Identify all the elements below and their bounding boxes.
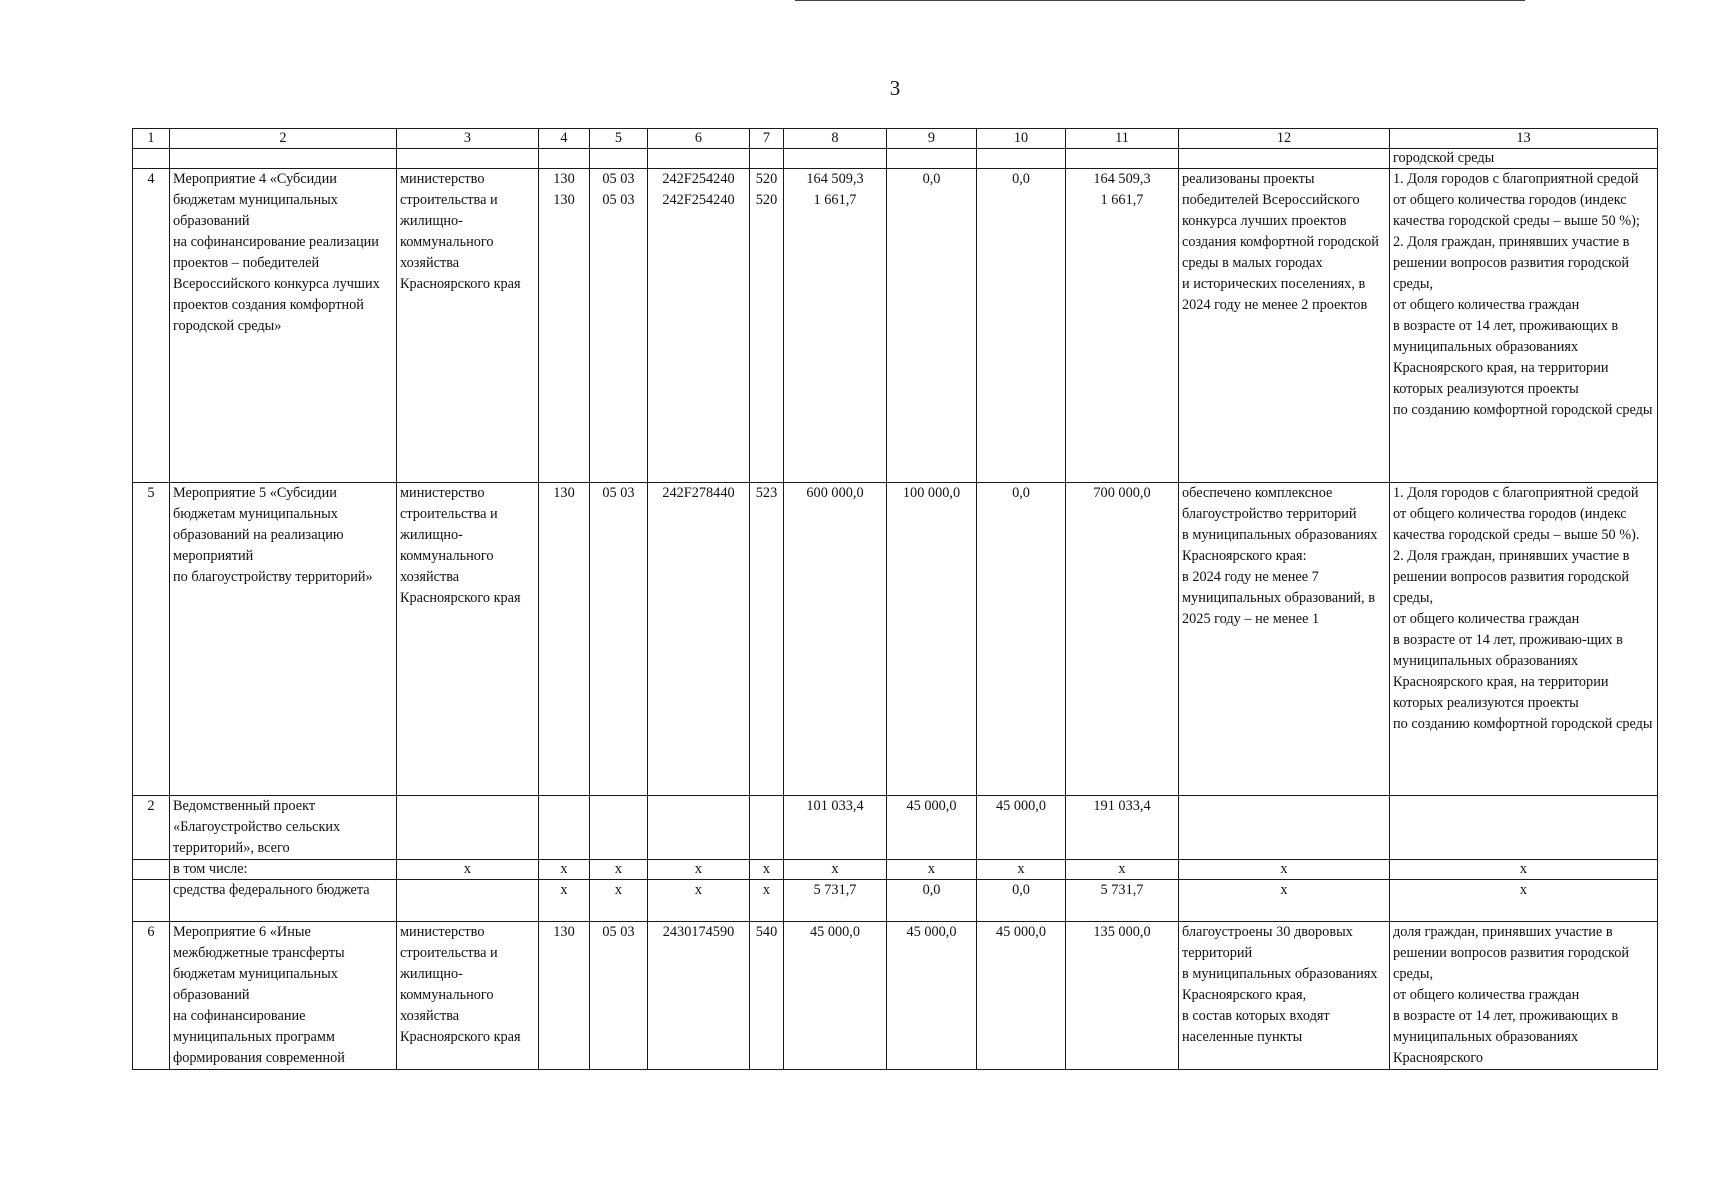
amount-year-1: 164 509,3 <box>806 171 864 187</box>
column-header: 12 <box>1179 129 1390 149</box>
x-mark: x <box>539 860 590 880</box>
column-header: 11 <box>1066 129 1179 149</box>
target-code: 2430174590 <box>648 922 750 1070</box>
expense-type: 523 <box>750 483 784 796</box>
row-number: 4 <box>133 169 170 483</box>
column-header: 2 <box>170 129 397 149</box>
amount-total: 700 000,0 <box>1066 483 1179 796</box>
section-code: 05 03 <box>590 483 648 796</box>
activity-name: Мероприятие 5 «Субсидии бюджетам муниципальных образований на реализацию мероприятий по благоустройству территорий» <box>170 483 397 796</box>
x-mark: x <box>1179 860 1390 880</box>
amount-year-3: 0,0 <box>977 169 1066 483</box>
amount-year-2: 45 000,0 <box>887 796 977 860</box>
responsible-agency: министерство строительства и жилищно-коммунального хозяйства Красноярского края <box>397 169 539 483</box>
grbs-code: 130 <box>553 171 575 187</box>
continuation-row <box>133 149 1658 169</box>
amount-year-2: 0,0 <box>887 880 977 922</box>
x-mark: x <box>648 860 750 880</box>
target-code: 242F278440 <box>648 483 750 796</box>
amount-year-1: 600 000,0 <box>784 483 887 796</box>
target-code: 242F254240 <box>662 171 735 187</box>
amount-total-cell <box>1066 169 1179 483</box>
x-mark: x <box>539 880 590 922</box>
expected-result: обеспечено комплексное благоустройство территорий в муниципальных образованиях Красноярского края: в 2024 году не менее 7 муниципальных образований, в 2025 году – не менее 1 <box>1179 483 1390 796</box>
activity-name: в том числе: <box>170 860 397 880</box>
amount-total: 5 731,7 <box>1066 880 1179 922</box>
page-number: 3 <box>889 76 901 100</box>
expected-result: реализованы проекты победителей Всероссийского конкурса лучших проектов создания комфортной городской среды в малых городах и исторических поселениях, в 2024 году не менее 2 проектов <box>1179 169 1390 483</box>
column-header: 7 <box>750 129 784 149</box>
expense-type-cell <box>750 169 784 483</box>
section-code-cell <box>590 169 648 483</box>
program-activities-table <box>132 128 1658 1070</box>
amount-year-3: 45 000,0 <box>977 922 1066 1070</box>
x-mark: x <box>590 860 648 880</box>
expense-type: 540 <box>750 922 784 1070</box>
responsible-agency: министерство строительства и жилищно-коммунального хозяйства Красноярского края <box>397 922 539 1070</box>
amount-year-1: 101 033,4 <box>784 796 887 860</box>
target-code-cell <box>648 169 750 483</box>
column-header: 3 <box>397 129 539 149</box>
column-header: 4 <box>539 129 590 149</box>
row-number: 2 <box>133 796 170 860</box>
amount-year-3: 0,0 <box>977 483 1066 796</box>
x-mark: x <box>750 880 784 922</box>
x-mark: x <box>887 860 977 880</box>
row-number: 5 <box>133 483 170 796</box>
amount-total: 135 000,0 <box>1066 922 1179 1070</box>
column-header: 13 <box>1390 129 1658 149</box>
activity-name: средства федерального бюджета <box>170 880 397 922</box>
target-indicator: 1. Доля городов с благоприятной средой от общего количества городов (индекс качества городской среды – выше 50 %); 2. Доля граждан, принявших участие в решении вопросов развития городской среды, от общего количества граждан в возрасте от 14 лет, проживающих в муниципальных образованиях Красноярского края, на территории которых реализуются проекты по созданию комфортной городской среды <box>1390 169 1658 483</box>
amount-year-2: 0,0 <box>887 169 977 483</box>
x-mark: x <box>1390 880 1658 922</box>
grbs-code: 130 <box>539 922 590 1070</box>
column-header: 10 <box>977 129 1066 149</box>
grbs-code: 130 <box>553 192 575 208</box>
column-number-header-row <box>133 129 1658 149</box>
expense-type: 520 <box>755 171 778 187</box>
expense-type: 520 <box>755 192 778 208</box>
x-mark: x <box>750 860 784 880</box>
amount-year-3: 0,0 <box>977 880 1066 922</box>
activity-name: Ведомственный проект «Благоустройство сельских территорий», всего <box>170 796 397 860</box>
amount-year-3: 45 000,0 <box>977 796 1066 860</box>
amount-year-2: 100 000,0 <box>887 483 977 796</box>
x-mark: x <box>1390 860 1658 880</box>
table-row <box>133 483 1658 796</box>
amount-total: 1 661,7 <box>1100 192 1144 208</box>
section-code: 05 03 <box>590 922 648 1070</box>
target-indicator: 1. Доля городов с благоприятной средой от общего количества городов (индекс качества городской среды – выше 50 %). 2. Доля граждан, принявших участие в решении вопросов развития городской среды, от общего количества граждан в возрасте от 14 лет, проживаю-щих в муниципальных образованиях Красноярского края, на территории которых реализуются проекты по созданию комфортной городской среды <box>1390 483 1658 796</box>
table-row <box>133 880 1658 922</box>
continuation-text: городской среды <box>1390 149 1658 169</box>
top-rule-line <box>795 0 1525 1</box>
activity-name: Мероприятие 4 «Субсидии бюджетам муниципальных образований на софинансирование реализации проектов – победителей Всероссийского конкурса лучших проектов создания комфортной городской среды» <box>170 169 397 483</box>
target-indicator: доля граждан, принявших участие в решении вопросов развития городской среды, от общего количества граждан в возрасте от 14 лет, проживающих в муниципальных образованиях Красноярского <box>1390 922 1658 1070</box>
x-mark: x <box>397 860 539 880</box>
activity-name: Мероприятие 6 «Иные межбюджетные трансферты бюджетам муниципальных образований на софинансирование муниципальных программ формирования современной <box>170 922 397 1070</box>
column-header: 1 <box>133 129 170 149</box>
section-code: 05 03 <box>602 192 635 208</box>
amount-year-1: 45 000,0 <box>784 922 887 1070</box>
amount-year-1: 1 661,7 <box>813 192 857 208</box>
grbs-code: 130 <box>539 483 590 796</box>
column-header: 9 <box>887 129 977 149</box>
x-mark: x <box>1179 880 1390 922</box>
x-mark: x <box>977 860 1066 880</box>
section-code: 05 03 <box>602 171 635 187</box>
row-number: 6 <box>133 922 170 1070</box>
table-row <box>133 796 1658 860</box>
target-code: 242F254240 <box>662 192 735 208</box>
column-header: 6 <box>648 129 750 149</box>
amount-year-2: 45 000,0 <box>887 922 977 1070</box>
column-header: 8 <box>784 129 887 149</box>
x-mark: x <box>590 880 648 922</box>
table-row <box>133 169 1658 483</box>
column-header: 5 <box>590 129 648 149</box>
amount-total: 191 033,4 <box>1066 796 1179 860</box>
table-row <box>133 860 1658 880</box>
amount-total: 164 509,3 <box>1093 171 1151 187</box>
table-row <box>133 922 1658 1070</box>
amount-year-1: 5 731,7 <box>784 880 887 922</box>
responsible-agency: министерство строительства и жилищно-коммунального хозяйства Красноярского края <box>397 483 539 796</box>
expected-result: благоустроены 30 дворовых территорий в муниципальных образованиях Красноярского края, в состав которых входят населенные пункты <box>1179 922 1390 1070</box>
x-mark: x <box>1066 860 1179 880</box>
amount-year-1-cell <box>784 169 887 483</box>
x-mark: x <box>784 860 887 880</box>
x-mark: x <box>648 880 750 922</box>
grbs-code-cell <box>539 169 590 483</box>
